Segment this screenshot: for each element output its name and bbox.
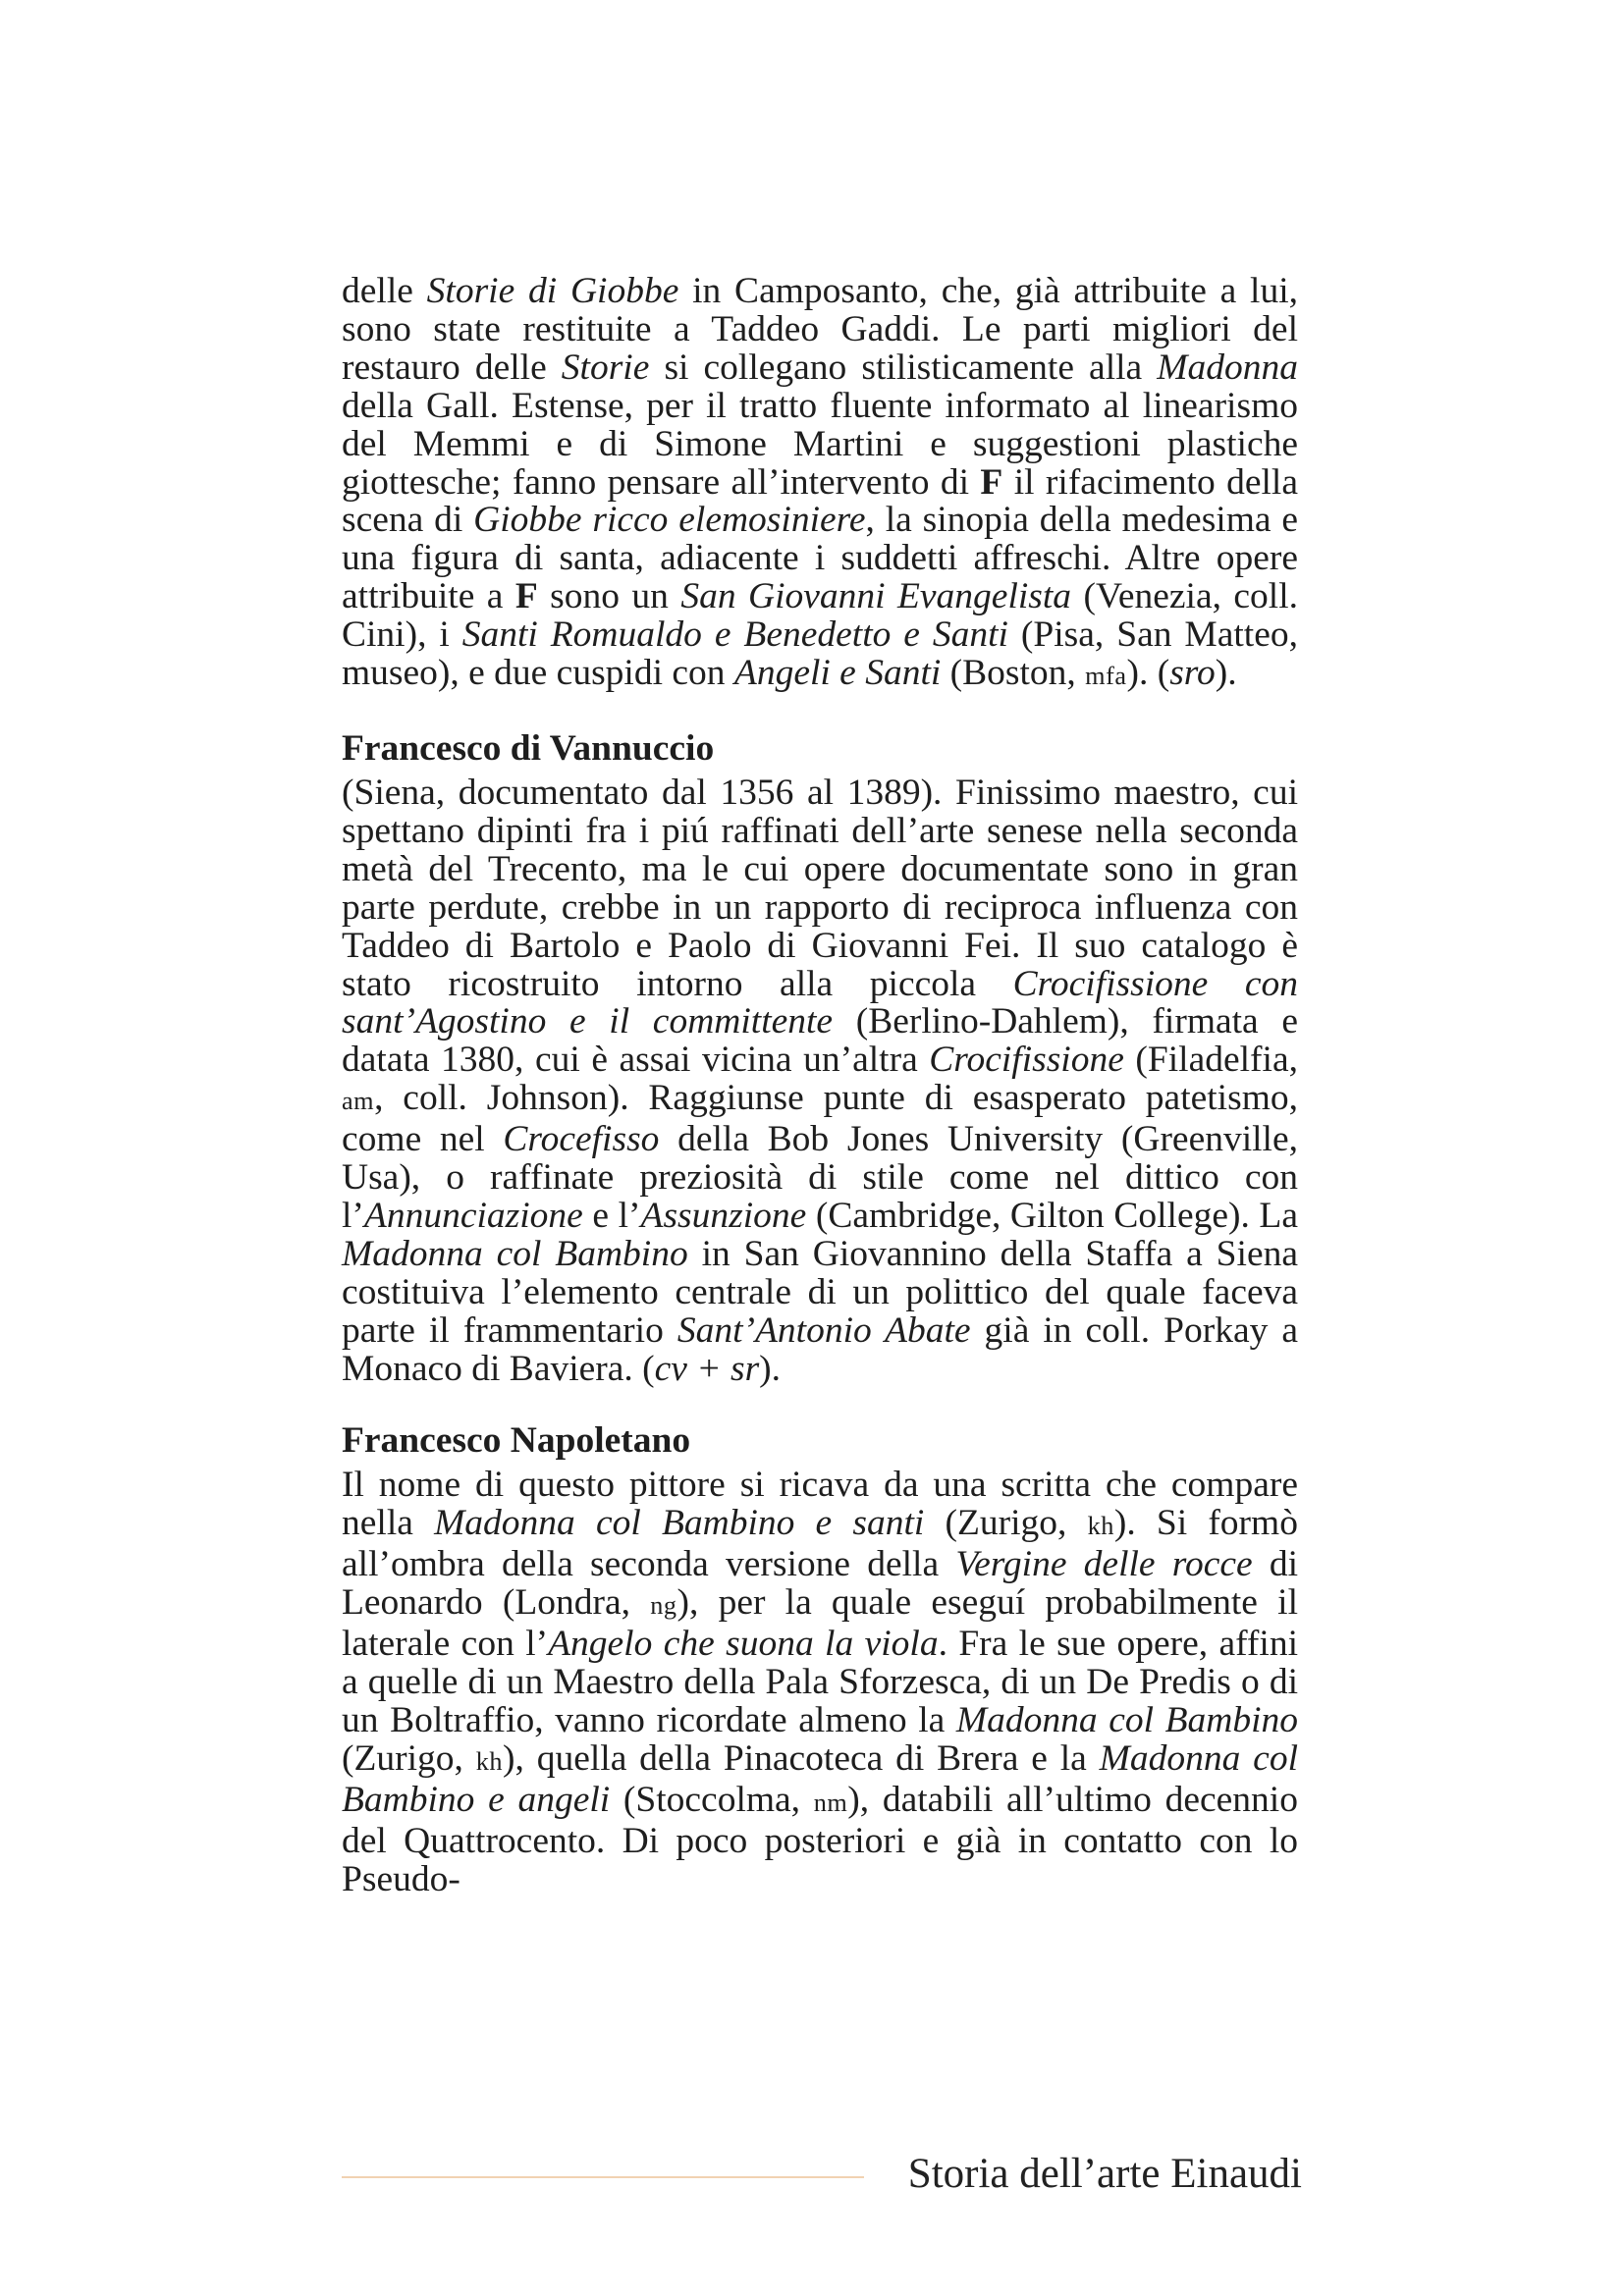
text-run: (Siena, documentato dal 1356 al 1389). Finissimo maestro, cui spettano dipinti fra i piú raffinati dell’arte senese nella seconda metà del Trecento, ma le cui opere documentate sono in gran parte perdute, crebbe in un rapporto di reciproca influenza con Taddeo di Bartolo e Paolo di Giovanni Fei. Il suo catalogo è stato ricostruito intorno alla piccola [342,772,1298,1004]
italic-text: Madonna [1157,347,1298,388]
text-run: (Venezia, coll. Cini), i [342,576,1299,656]
entry-title-francesco-napoletano: Francesco Napoletano [342,1420,691,1462]
footer-divider [342,2176,864,2178]
text-run: in San Giovannino della Staffa a Siena costituiva l’elemento centrale di un polittico del quale faceva parte il frammentario [342,1233,1298,1351]
text-run: (Stoccolma, [610,1779,814,1820]
text-run: (Berlino-Dahlem), firmata e datata 1380, cui è assai vicina un’altra [342,1001,1298,1081]
italic-text: Crocifissione con sant’Agostino e il committente [342,963,1298,1042]
text-run: , coll. Johnson). Raggiunse punte di esasperato patetismo, come nel [342,1078,1298,1160]
italic-text: Angeli e Santi [733,653,942,694]
entry-body-francesco-di-vannuccio [342,774,1298,1389]
italic-text: sro [1169,653,1216,694]
italic-text: Madonna col Bambino e santi [434,1503,925,1544]
text-run: delle [342,271,427,311]
italic-text: Angelo che suona la viola [548,1624,939,1665]
text-run: , la sinopia della medesima e una figura di santa, adiacente i suddetti affreschi. Altre opere attribuite a [342,500,1299,617]
italic-text: Santi Romualdo e Benedetto e Santi [461,614,1008,656]
text-run: della Bob Jones University (Greenville, Usa), o raffinate preziosità di stile come nel dittico con l’ [342,1119,1298,1236]
italic-text: Crocefisso [503,1119,660,1160]
footer-brand: Storia dell’arte Einaudi [907,2151,1302,2197]
text-run: (Pisa, San Matteo, museo), e due cuspidi con [342,614,1298,694]
italic-text: Annunciazione [363,1195,583,1236]
italic-text: Giobbe ricco elemosiniere [473,500,866,541]
text-run: . Fra le sue opere, affini a quelle di un Maestro della Pala Sforzesca, di un De Predis o di un Boltraffio, vanno ricordate almeno la [342,1624,1298,1740]
italic-text: Crocifissione [929,1040,1124,1081]
small-caps-abbr: mfa [1085,662,1127,691]
text-run: si collegano stilisticamente alla [649,347,1158,388]
text-run: ), per la quale eseguí probabilmente il laterale con l’ [342,1582,1298,1665]
text-run: (Boston, [941,653,1086,694]
text-run: ). Si formò all’ombra della seconda versione della [342,1503,1298,1585]
document-body [342,273,1298,1898]
text-run: Il nome di questo pittore si ricava da una scritta che compare nella [342,1465,1298,1544]
italic-text: Assunzione [640,1195,807,1236]
text-run: ), databili all’ultimo decennio del Quattrocento. Di poco posteriori e già in contatto con lo Pseudo- [342,1779,1298,1899]
text-run: in Camposanto, che, già attribuite a lui, sono state restituite a Taddeo Gaddi. Le parti migliori del restauro delle [342,271,1298,388]
small-caps-abbr: ng [650,1591,677,1621]
italic-text: Vergine delle rocce [955,1544,1253,1585]
italic-text: Storie [561,347,650,388]
italic-text: San Giovanni Evangelista [680,576,1072,617]
text-run: e l’ [582,1195,641,1236]
text-run: già in coll. Porkay a Monaco di Baviera. ( [342,1309,1298,1389]
text-run: (Zurigo, [924,1503,1088,1544]
text-run: (Cambridge, Gilton College). La [806,1195,1298,1236]
italic-text: Sant’Antonio Abate [676,1309,971,1351]
italic-text: Storie di Giobbe [426,271,679,311]
small-caps-abbr: nm [813,1788,848,1817]
small-caps-abbr: kh [1087,1512,1114,1541]
italic-text: Madonna col Bambino e angeli [342,1737,1298,1820]
small-caps-abbr: kh [475,1746,504,1776]
text-run: ). [1215,653,1237,694]
bold-text: F [514,576,538,617]
text-run: della Gall. Estense, per il tratto fluente informato al linearismo del Memmi e di Simone Martini e suggestioni plastiche giottesche; fanno pensare all’intervento di [342,385,1298,503]
italic-text: Madonna col Bambino [342,1233,688,1274]
text-run: sono un [537,576,681,617]
text-run: ). ( [1126,653,1170,694]
text-run: (Zurigo, [342,1737,476,1779]
text-run: il rifacimento della scena di [342,461,1298,541]
text-run: ). [759,1348,782,1389]
text-run: di Leonardo (Londra, [342,1544,1299,1624]
italic-text: cv + sr [654,1348,760,1389]
entry-title-francesco-di-vannuccio: Francesco di Vannuccio [342,727,715,769]
text-run: (Filadelfia, [1123,1040,1298,1081]
bold-text: F [980,461,1003,503]
entry-body-francesco-napoletano [342,1467,1298,1898]
entry-continuation-paragraph [342,273,1298,696]
text-run: ), quella della Pinacoteca di Brera e la [503,1737,1100,1779]
italic-text: Madonna col Bambino [955,1699,1298,1740]
small-caps-abbr: am [342,1087,375,1116]
